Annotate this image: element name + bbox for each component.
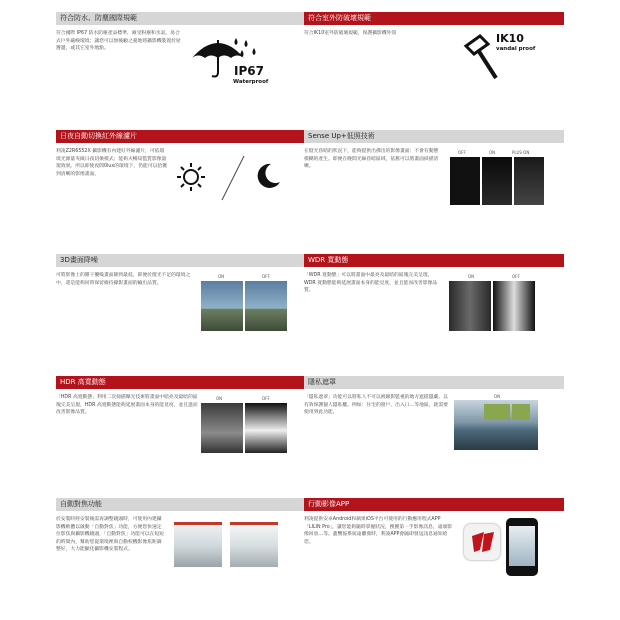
section-text: 「隱私遮罩」功能可以將私人不可以被錄影監視的地方遮擋隱藏，以有效保護個人隱私權。例如：住宅的窗戶、出入口…等地區，就需要使用到此功能。 xyxy=(304,395,448,416)
section-title: HDR 高寬動態 xyxy=(56,376,316,389)
section-title: 日夜自動切換紅外線濾片 xyxy=(56,130,316,143)
hdr-photo-off xyxy=(245,403,287,453)
section-title: Sense Up+低照技術 xyxy=(304,130,564,143)
label-off: OFF xyxy=(458,150,466,155)
ik10-badge-sub: vandal proof xyxy=(496,46,536,52)
section-waterproof xyxy=(56,12,316,92)
ik10-badge: IK10 xyxy=(496,32,524,45)
section-privacy xyxy=(304,376,564,456)
ip67-badge: IP67 xyxy=(234,64,264,78)
wdr-photo-off xyxy=(493,281,535,331)
section-wdr xyxy=(304,254,564,334)
section-hdr xyxy=(56,376,316,456)
autofocus-photo-2 xyxy=(230,522,278,567)
hammer-icon xyxy=(460,32,500,82)
section-autofocus xyxy=(56,498,316,578)
senseup-photo-off xyxy=(450,157,480,205)
privacy-photo xyxy=(454,400,538,450)
label-on: ON xyxy=(489,150,496,155)
privacy-mask xyxy=(484,404,510,420)
label-on: ON xyxy=(216,396,223,401)
section-text: 「WDR 寬動態」可以將畫面中最亮及最暗的區塊完美呈現，WDR 寬動態能夠延展畫面本身的能見度，並且能而改善影像品質。 xyxy=(304,273,438,294)
section-vandal xyxy=(304,12,564,92)
label-off: OFF xyxy=(262,396,270,401)
section-text: 符合IK10室外防破壞規範，保護攝影機外殼 xyxy=(304,31,397,36)
moon-icon xyxy=(254,162,282,190)
label-off: OFF xyxy=(262,274,270,279)
label-plus-on: PLUS ON xyxy=(512,150,530,155)
section-text: 符合國際 IP67 防水防塵產品標準，耐受粉塵和水氣，易合式戶外嚴峻環境；讓您可以無後顧之憂地將攝影機裝置於屋簷邊，或其它室外地點。 xyxy=(56,31,181,52)
dnr-photo-off xyxy=(245,281,287,331)
divider-slash xyxy=(218,154,248,202)
section-title: 行動影像APP xyxy=(304,498,564,511)
section-title: 自動對焦功能 xyxy=(56,498,316,511)
smartphone-icon xyxy=(506,518,538,576)
label-on: ON xyxy=(494,394,501,399)
smartphone-screen xyxy=(509,526,535,566)
section-mobile xyxy=(304,498,564,578)
section-dnr xyxy=(56,254,316,334)
section-title: 隱私遮罩 xyxy=(304,376,564,389)
section-title: WDR 寬動態 xyxy=(304,254,564,267)
section-text: 可將影像上的雜干擾噪畫面降到最低，即便於燈光不足的環境之中，還是能夠同時保留維持錄影畫面的輸出品質。 xyxy=(56,273,191,286)
hdr-photo-on xyxy=(201,403,243,453)
section-text: 於安裝時經安裝後需再調整鏡頭時，可使用內建攝影機軟體以啟動「自動對焦」功能，方便您快速定位影焦與攝影機鏡頭，「自動對焦」功能可以在短短的時間內，幫助您從環境裡與自動校機影像焦距調整好，大力能顯化攝影機安裝程式。 xyxy=(56,517,164,553)
label-on: ON xyxy=(468,274,475,279)
section-text: 利凌Z2R6552X 攝影機有內建紅外線濾片，可依環境光源量夾做日夜切換模式；能夠夫暢知監質影像量現效果。所以即使夜間0lux的環境下，仍能可以拾獲到清晰的影像畫面。 xyxy=(56,149,168,177)
label-on: ON xyxy=(218,274,225,279)
section-senseup xyxy=(304,130,564,210)
section-title: 符合室外防破壞規範 xyxy=(304,12,564,25)
section-text: 「HDR 高寬動態」利用二次掃描曝光技術將畫面中暗亮及最暗的區塊完美呈現，HDR 高寬動態能夠延展畫面本身的能見度，並且進而改善影像品質。 xyxy=(56,395,198,416)
ip67-badge-sub: Waterproof xyxy=(233,79,269,85)
senseup-photo-on xyxy=(482,157,512,205)
label-off: OFF xyxy=(512,274,520,279)
lilin-app-icon xyxy=(464,524,500,560)
sun-icon xyxy=(176,162,206,192)
section-daynight xyxy=(56,130,316,210)
section-title: 3D畫面降噪 xyxy=(56,254,316,267)
wdr-photo-on xyxy=(449,281,491,331)
autofocus-photo-1 xyxy=(174,522,222,567)
senseup-photo-plus-on xyxy=(514,157,544,205)
section-title: 符合防水、防塵國際規範 xyxy=(56,12,316,25)
section-text: 在燈光昏暗的狀況下，能夠提供出佛出的影像畫面；不會有動態模糊的產生。即便在晚間光線昏暗區域，依舊可以將畫面掃描清晰。 xyxy=(304,149,439,170)
dnr-photo-on xyxy=(201,281,243,331)
section-text: 利凌提供安卓Android和蘋果iOS平台可使用的行動應用程式APP「LILIN Pro」，讓您能夠隨時掌握狀況，搜獲第一手影像訊息，遠端影像回放…等。蓋響報系統遠離發時，利凌APP會隨即發送訊息通知給您。 xyxy=(304,517,453,545)
privacy-mask xyxy=(512,404,530,420)
